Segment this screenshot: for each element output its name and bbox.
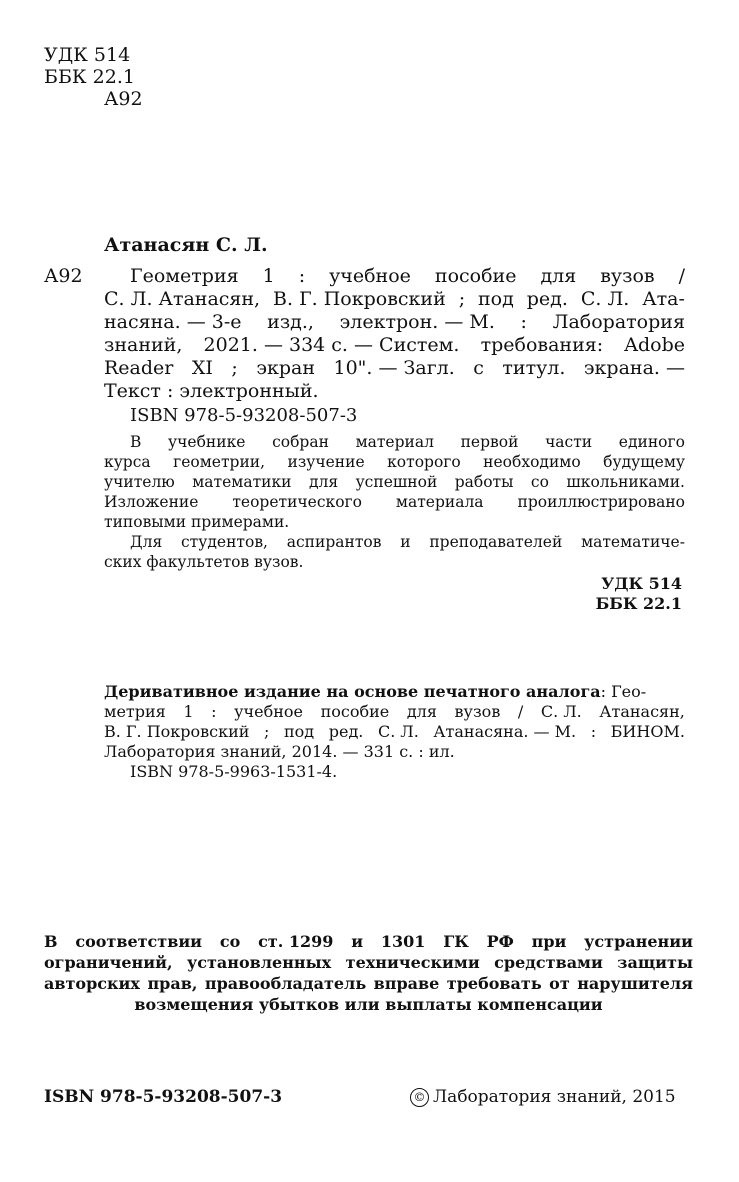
word: требовать [446, 974, 542, 993]
derivative-isbn: ISBN 978-5-9963-1531-4. [130, 762, 338, 781]
word: материала [395, 493, 484, 511]
derivative-line [104, 682, 646, 702]
word: Reader [104, 357, 174, 379]
word: Изложение [104, 493, 199, 511]
audience-line: ских факультетов вузов. [104, 553, 304, 571]
catalog-code: А92 [44, 265, 83, 287]
word: вузов [454, 702, 501, 721]
word: защиты [617, 953, 693, 972]
word: для [308, 473, 339, 491]
word: со [530, 473, 549, 491]
word: ст. 1299 [258, 932, 334, 951]
word: Атанасяна. — М. [433, 722, 577, 741]
word: : [590, 722, 597, 741]
legal-line: возмещения убытков или выплаты компенсации [134, 995, 603, 1014]
udk-bottom: УДК 514 [601, 574, 682, 593]
word: при [531, 932, 567, 951]
word: преподавателей [429, 533, 563, 551]
word: ; [264, 722, 270, 741]
word: соответствии [75, 932, 203, 951]
word: знаний, [104, 334, 183, 356]
word: XI [191, 357, 213, 379]
copyright [410, 1087, 676, 1107]
word: метрия [104, 702, 166, 721]
word: В [44, 932, 58, 951]
word: и [400, 533, 411, 551]
word: В. Г. Покровский [104, 722, 250, 741]
word: электрон. — М. [339, 311, 495, 333]
word: ред. [328, 722, 364, 741]
word: требования: [480, 334, 604, 356]
word: авторских [44, 974, 140, 993]
derivative-line: Лаборатория знаний, 2014. — 331 с. : ил. [104, 742, 455, 761]
bbk-bottom: ББК 22.1 [595, 594, 682, 613]
word: Для [130, 533, 163, 551]
word: геометрии, [173, 453, 266, 471]
derivative-label: Деривативное издание на основе печатного аналога [104, 682, 601, 701]
audience-line [130, 532, 685, 552]
word: : [520, 311, 527, 333]
word: вправе [373, 974, 440, 993]
annotation-line [104, 492, 685, 512]
copyright-holder: Лаборатория знаний, 2015 [433, 1087, 676, 1107]
word: С. Л. Атанасян, [104, 288, 261, 310]
word: будущему [603, 453, 685, 471]
word: нарушителя [577, 974, 693, 993]
word: с [473, 357, 484, 379]
word: 2021. — 334 с. — Систем. [203, 334, 460, 356]
word: В. Г. Покровский [273, 288, 446, 310]
word: установленных [186, 953, 332, 972]
word: прав, [147, 974, 198, 993]
word: успешной [355, 473, 438, 491]
word: учителю [104, 473, 175, 491]
catalog-line [104, 357, 685, 380]
word: изучение [287, 453, 365, 471]
word: курса [104, 453, 151, 471]
annotation-line: типовыми примерами. [104, 513, 290, 531]
word: Атанасян, [599, 702, 685, 721]
word: аспирантов [286, 533, 382, 551]
word: экрана. — [583, 357, 685, 379]
word: Лаборатория [552, 311, 685, 333]
word: проиллюстрировано [517, 493, 685, 511]
catalog-isbn: ISBN 978-5-93208-507-3 [130, 405, 358, 426]
derivative-line [104, 702, 685, 722]
word: ; [458, 288, 466, 310]
word: и [351, 932, 364, 951]
word: учебное [234, 702, 303, 721]
word: насяна. — 3-е [104, 311, 242, 333]
catalog-line [104, 311, 685, 334]
word: теоретического [232, 493, 362, 511]
word: Ата- [642, 288, 685, 310]
udk-top: УДК 514 [44, 44, 131, 66]
word: экран [256, 357, 315, 379]
word: правообладатель [204, 974, 367, 993]
word: первой [460, 433, 519, 451]
word: : [298, 265, 306, 287]
word: единого [618, 433, 685, 451]
legal-line [44, 932, 693, 952]
word: 1301 [380, 932, 426, 951]
copyright-icon: © [410, 1088, 429, 1107]
word: 1 [183, 702, 194, 721]
word: Геометрия [130, 265, 239, 287]
word: ; [231, 357, 238, 379]
word: учебное [329, 265, 411, 287]
word: 10". — Загл. [333, 357, 455, 379]
word: со [219, 932, 241, 951]
word: ГК [443, 932, 469, 951]
author-mark-top: А92 [104, 88, 143, 110]
footer-isbn: ISBN 978-5-93208-507-3 [44, 1087, 283, 1107]
word: учебнике [168, 433, 246, 451]
derivative-line-rest: : Гео- [600, 682, 647, 701]
word: Adobe [624, 334, 685, 356]
word: средствами [494, 953, 603, 972]
word: титул. [502, 357, 566, 379]
word: от [549, 974, 570, 993]
word: студентов, [181, 533, 268, 551]
word: для [406, 702, 437, 721]
annotation-line [104, 472, 685, 492]
word: под [478, 288, 514, 310]
author-heading: Атанасян С. Л. [104, 234, 268, 256]
word: техническими [345, 953, 480, 972]
word: под [284, 722, 315, 741]
word: математики [192, 473, 292, 491]
catalog-line [104, 288, 685, 311]
legal-line [44, 974, 693, 994]
word: математиче- [581, 533, 685, 551]
word: С. Л. [580, 288, 630, 310]
word: 1 [262, 265, 275, 287]
catalog-line: Текст : электронный. [104, 380, 319, 402]
annotation-line [104, 452, 685, 472]
word: необходимо [483, 453, 581, 471]
catalog-line [104, 334, 685, 357]
derivative-line [104, 722, 685, 742]
word: БИНОМ. [610, 722, 685, 741]
word: школьниками. [566, 473, 685, 491]
word: / [678, 265, 685, 287]
legal-line [44, 953, 693, 973]
word: : [211, 702, 217, 721]
word: РФ [486, 932, 514, 951]
word: пособие [434, 265, 517, 287]
word: пособие [320, 702, 390, 721]
word: / [517, 702, 524, 721]
word: для [540, 265, 577, 287]
word: вузов [600, 265, 655, 287]
word: которого [387, 453, 461, 471]
word: части [545, 433, 593, 451]
word: ред. [526, 288, 568, 310]
word: устранении [584, 932, 693, 951]
word: работы [454, 473, 514, 491]
word: С. Л. [377, 722, 419, 741]
bbk-top: ББК 22.1 [44, 66, 135, 88]
catalog-line [130, 265, 685, 288]
word: ограничений, [44, 953, 173, 972]
word: С. Л. [540, 702, 582, 721]
annotation-line [130, 432, 685, 452]
word: материал [355, 433, 434, 451]
word: изд., [267, 311, 314, 333]
word: собран [272, 433, 329, 451]
word: В [130, 433, 142, 451]
